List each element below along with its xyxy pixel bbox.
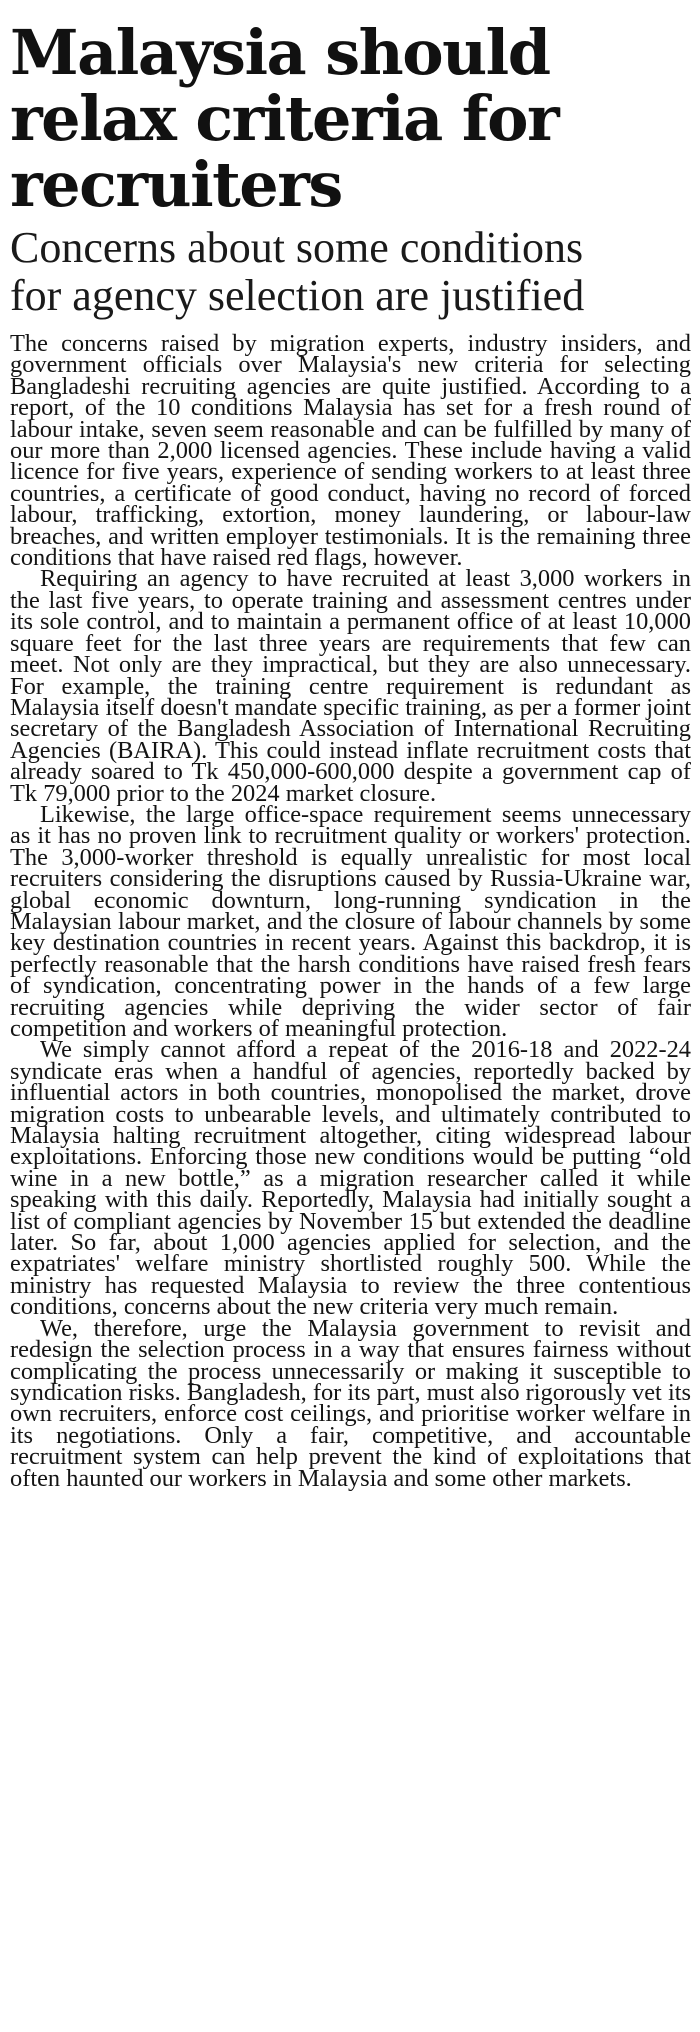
headline-line: relax criteria for (10, 82, 559, 155)
paragraph-2: Requiring an agency to have recruited at least 3,000 workers in the last five years, to operate training and assessment centres under its sole control, and to maintain a permanent office of at least 10,000 square feet for the last three years are requirements that few can meet. Not only are they impractical, but they are also unnecessary. For example, the training centre requirement is redundant as Malaysia itself doesn't mandate specific training, as per a former joint secretary of the Bangladesh Association of International Recruiting Agencies (BAIRA). This could instead inflate recruitment costs that already soared to Tk 450,000-600,000 despite a government cap of Tk 79,000 prior to the 2024 market closure. (10, 565, 692, 807)
paragraph-1: The concerns raised by migration experts, industry insiders, and government officials over Malaysia's new criteria for selecting Bangladeshi recruiting agencies are quite justified. According to a report, of the 10 conditions Malaysia has set for a fresh round of labour intake, seven seem reasonable and can be fulfilled by many of our more than 2,000 licensed agencies. These include having a valid licence for five years, experience of sending workers to at least three countries, a certificate of good conduct, having no record of forced labour, trafficking, extortion, money laundering, or labour-law breaches, and written employer testimonials. It is the remaining three conditions that have raised red flags, however. (10, 330, 691, 572)
subheadline-line: Concerns about some conditions (10, 223, 584, 272)
paragraph-4: We simply cannot afford a repeat of the 2016-18 and 2022-24 syndicate eras when a handful of agencies, reportedly backed by influential actors in both countries, monopolised the market, drove migration costs to unbearable levels, and ultimately contributed to Malaysia halting recruitment altogether, citing widespread labour exploitations. Enforcing those new conditions would be putting “old wine in a new bottle,” as a migration researcher called it while speaking with this daily. Reportedly, Malaysia had initially sought a list of compliant agencies by November 15 but extended the deadline later. So far, about 1,000 agencies applied for selection, and the expatriates' welfare ministry shortlisted roughly 500. While the ministry has requested Malaysia to review the three contentious conditions, concerns about the new criteria very much remain. (10, 1036, 691, 1321)
paragraph-5: We, therefore, urge the Malaysia government to revisit and redesign the selection process in a way that ensures fairness without complicating the process unnecessarily or making it susceptible to syndication risks. Bangladesh, for its part, must also rigorously vet its own recruiters, enforce cost ceilings, and prioritise worker welfare in its negotiations. Only a fair, competitive, and accountable recruitment system can help prevent the kind of exploitations that often haunted our workers in Malaysia and some other markets. (10, 1314, 691, 1492)
subheadline-line: for agency selection are justified (10, 271, 585, 320)
subheadline (10, 224, 691, 320)
article-body (10, 330, 692, 1492)
paragraph-3: Likewise, the large office-space requirement seems unnecessary as it has no proven link to recruitment quality or workers' protection. The 3,000-worker threshold is equally unrealistic for most local recruiters considering the disruptions caused by Russia-Ukraine war, global economic downturn, long-running syndication in the Malaysian labour market, and the closure of labour channels by some key destination countries in recent years. Against this backdrop, it is perfectly reasonable that the harsh conditions have raised fresh fears of syndication, concentrating power in the hands of a few large recruiting agencies while depriving the wider sector of fair competition and workers of meaningful protection. (10, 800, 691, 1042)
headline-line: recruiters (10, 148, 342, 221)
headline (10, 16, 691, 221)
headline-line: Malaysia should (10, 16, 550, 89)
